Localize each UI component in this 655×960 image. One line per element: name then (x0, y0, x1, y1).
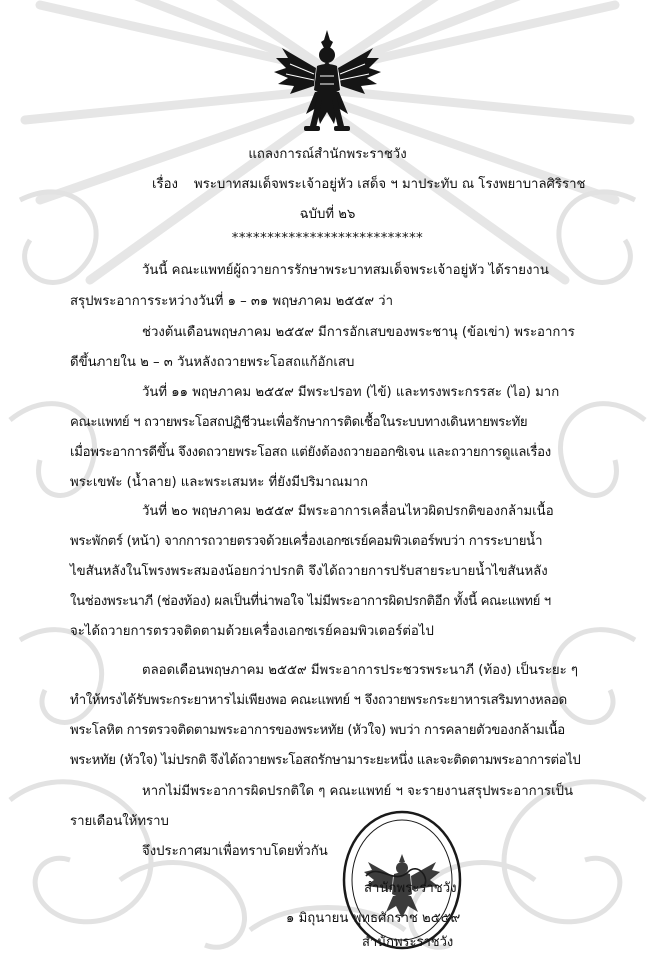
subject-text: พระบาทสมเด็จพระเจ้าอยู่หัว เสด็จ ฯ มาประทับ ณ โรงพยาบาลศิริราช (194, 177, 586, 192)
body-line: รายเดือนให้ทราบ (70, 814, 169, 829)
body-line: เมื่อพระอาการดีขึ้น จึงงดถวายพระโอสถ แต่ยังต้องถวายออกซิเจน และถวายการดูแลเรื่อง (70, 445, 551, 460)
issue-number: ฉบับที่ ๒๖ (299, 207, 356, 222)
garuda-emblem (270, 28, 385, 138)
body-line: พระเขฬะ (น้ำลาย) และพระเสมหะ ที่ยังมีปริมาณมาก (70, 475, 368, 490)
body-line: พระโลหิต การตรวจติดตามพระอาการของพระหทัย (หัวใจ) พบว่า การคลายตัวของกล้ามเนื้อ (70, 723, 565, 738)
body-line: ไขสันหลังในโพรงพระสมองน้อยกว่าปรกติ จึงได้ถวายการปรับสายระบายน้ำไขสันหลัง (70, 564, 548, 579)
separator-line: *************************** (231, 231, 424, 246)
body-line: หากไม่มีพระอาการผิดปรกติใด ๆ คณะแพทย์ ฯ จะรายงานสรุปพระอาการเป็น (142, 784, 574, 799)
subject-label: เรื่อง (152, 177, 178, 192)
body-line: วันที่ ๑๑ พฤษภาคม ๒๕๕๙ มีพระปรอท (ไข้) และทรงพระกรรสะ (ไอ) มาก (142, 385, 560, 400)
document-title: แถลงการณ์สำนักพระราชวัง (248, 147, 407, 162)
signature-office: สำนักพระราชวัง (364, 881, 457, 896)
body-line: วันนี้ คณะแพทย์ผู้ถวายการรักษาพระบาทสมเด็จพระเจ้าอยู่หัว ได้รายงาน (142, 263, 549, 278)
body-line: คณะแพทย์ ฯ ถวายพระโอสถปฏิชีวนะเพื่อรักษาการติดเชื้อในระบบทางเดินหายพระทัย (70, 415, 528, 430)
body-line: ดีขึ้นภายใน ๒ – ๓ วันหลังถวายพระโอสถแก้อักเสบ (70, 355, 355, 370)
seal-text: สำนักพระราชวัง (362, 935, 454, 950)
body-line: จึงประกาศมาเพื่อทราบโดยทั่วกัน (142, 844, 328, 859)
body-line: วันที่ ๒๐ พฤษภาคม ๒๕๕๙ มีพระอาการเคลื่อนไหวผิดปรกติของกล้ามเนื้อ (142, 504, 554, 519)
body-line: ช่วงต้นเดือนพฤษภาคม ๒๕๕๙ มีการอักเสบของพระชานุ (ข้อเข่า) พระอาการ (142, 325, 575, 340)
body-line: พระพักตร์ (หน้า) จากการถวายตรวจด้วยเครื่องเอกซเรย์คอมพิวเตอร์พบว่า การระบายน้ำ (70, 534, 543, 549)
garuda-emblem-icon (270, 28, 385, 138)
body-line: พระหทัย (หัวใจ) ไม่ปรกติ จึงได้ถวายพระโอสถรักษามาระยะหนึ่ง และจะติดตามพระอาการต่อไป (70, 753, 581, 768)
body-line: ตลอดเดือนพฤษภาคม ๒๕๕๙ มีพระอาการประชวรพระนาภี (ท้อง) เป็นระยะ ๆ (142, 663, 578, 678)
body-line: ในช่องพระนาภี (ช่องท้อง) ผลเป็นที่น่าพอใจ ไม่มีพระอาการผิดปรกติอีก ทั้งนี้ คณะแพทย์ ฯ (70, 594, 551, 609)
body-line: จะได้ถวายการตรวจติดตามด้วยเครื่องเอกซเรย์คอมพิวเตอร์ต่อไป (70, 624, 434, 639)
royal-household-seal-icon (338, 802, 466, 952)
body-line: สรุปพระอาการระหว่างวันที่ ๑ – ๓๑ พฤษภาคม ๒๕๕๙ ว่า (70, 294, 393, 309)
signature-date: ๑ มิถุนายน พุทธศักราช ๒๕๕๙ (286, 911, 461, 926)
body-line: ทำให้ทรงได้รับพระกระยาหารไม่เพียงพอ คณะแพทย์ ฯ จึงถวายพระกระยาหารเสริมทางหลอด (70, 693, 567, 708)
